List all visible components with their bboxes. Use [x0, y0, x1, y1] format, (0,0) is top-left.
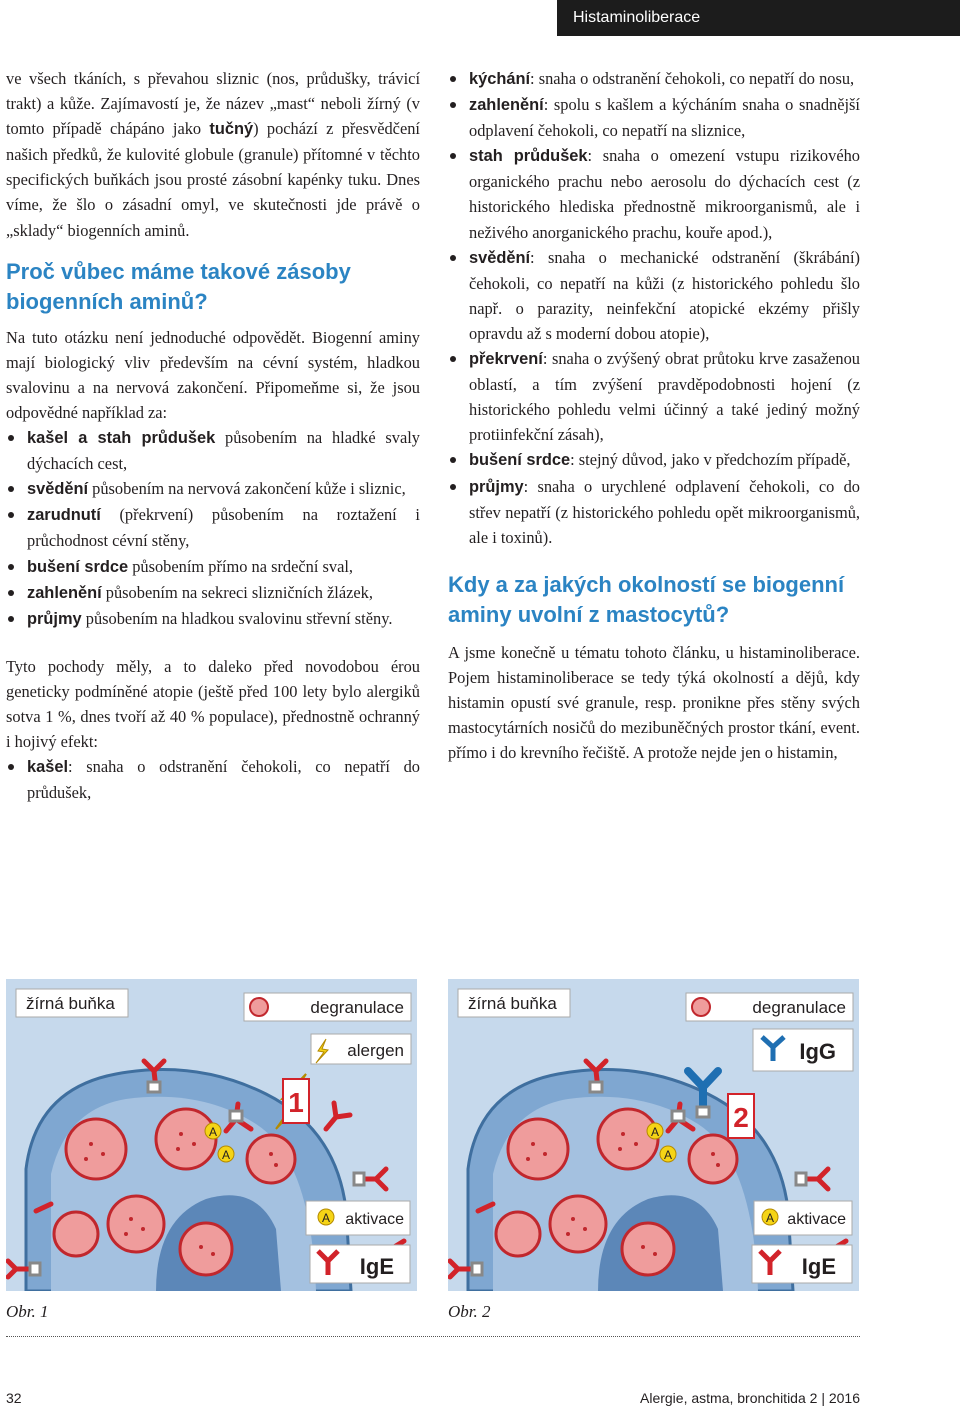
list-item: bušení srdce: stejný důvod, jako v předchozím případě, [448, 447, 860, 473]
list-item: zahlenění působením na sekreci slizničních žlázek, [6, 580, 420, 606]
list-item: bušení srdce působením přímo na srdeční sval, [6, 554, 420, 580]
svg-text:A: A [650, 1125, 660, 1139]
svg-text:A: A [221, 1148, 231, 1162]
cell-label: žírná buňka [26, 994, 115, 1013]
ige-label: IgE [801, 1254, 836, 1279]
igg-label: IgG [799, 1039, 836, 1064]
svg-text:A: A [208, 1125, 218, 1139]
release-paragraph: A jsme konečně u tématu tohoto článku, u histaminoliberace. Pojem histaminoliberace se tedy týká okolností a dějů, kdy histamin opustí své granule, resp. pronikne přes stěny svých mastocytárních nosičů do mezibuněčných prostor tkání, event. přímo i do krevního řečiště. A protože nejde jen o histamin, [448, 642, 860, 763]
protective-list-start [6, 754, 420, 805]
section-header: Histaminoliberace [557, 0, 960, 36]
why-paragraph: Na tuto otázku není jednoduché odpovědět. Biogenní aminy mají biologický vliv především na cévní systém, hladkou svalovinu a na nervová zakončení. Připomeňme si, že jsou odpovědné například za: [6, 327, 420, 422]
page-number: 32 [6, 1390, 22, 1406]
heading-when-released: Kdy a za jakých okolností se biogenní aminy uvolní z mastocytů? [448, 571, 845, 627]
list-item: kýchání: snaha o odstranění čehokoli, co nepatří do nosu, [448, 66, 860, 92]
svg-text:A: A [321, 1211, 331, 1225]
footer-divider [6, 1336, 860, 1337]
figure-2 [448, 979, 859, 1291]
step-number: 2 [733, 1102, 749, 1133]
allergen-label: alergen [347, 1041, 404, 1060]
list-item: zarudnutí (překrvení) působením na roztažení i průchodnost cévní stěny, [6, 502, 420, 553]
figure-1 [6, 979, 417, 1291]
figure-1-caption: Obr. 1 [6, 1302, 49, 1321]
intro-paragraph: ve všech tkáních, s převahou sliznic (nos, průdušky, trávicí trakt) a kůže. Zajímavostí je, že název „mast“ neboli žírný (v tomto případě chápáno jako tučný) pochází z přesvědčení našich předků, že kulovité globule (granule) přítomné v těchto specifických buňkách jsou prosté zásobní kapénky tuku. Dnes víme, že šlo o zásadní omyl, ve skutečnosti jde právě o „sklady“ biogenních aminů. [6, 69, 420, 240]
list-item: kašel a stah průdušek působením na hladké svaly dýchacích cest, [6, 425, 420, 476]
svg-text:A: A [663, 1148, 673, 1162]
list-item: stah průdušek: snaha o omezení vstupu rizikového organického prachu nebo aerosolu do dýchacích cest (z historického hlediska přednostně mikroorganismů, ale i neživého anorganického prachu, kouře apod.), [448, 143, 860, 244]
list-item: svědění: snaha o mechanické odstranění (škrábání) čehokoli, co nepatří na kůži (z historického pohledu šlo např. o parazity, neinfekční atopické ekzémy přišly opravdu až s moderní dobou atopie), [448, 245, 860, 346]
list-item: průjmy působením na hladkou svalovinu střevní stěny. [6, 606, 420, 632]
journal-name: Alergie, astma, bronchitida 2 | 2016 [640, 1390, 860, 1406]
granule-legend-icon [250, 998, 268, 1016]
ige-label: IgE [359, 1254, 394, 1279]
protective-list [448, 66, 860, 550]
list-item: zahlenění: spolu s kašlem a kýcháním snaha o snadnější odplavení čehokoli, co nepatří na sliznice, [448, 92, 860, 143]
activation-label: aktivace [345, 1211, 404, 1228]
activation-label: aktivace [787, 1211, 846, 1228]
history-paragraph: Tyto pochody měly, a to daleko před novodobou érou geneticky podmíněné atopie (ještě před 100 lety bylo alergiků sotva 1 %, dnes tvoří až 40 % populace), přednostně ochranný i hojivý efekt: [6, 656, 420, 752]
effects-list [6, 425, 420, 632]
right-column [448, 66, 860, 765]
svg-text:A: A [765, 1211, 775, 1225]
left-column [6, 66, 420, 805]
figure-2-caption: Obr. 2 [448, 1302, 491, 1321]
cell-label: žírná buňka [468, 994, 557, 1013]
list-item: průjmy: snaha o urychlené odplavení čehokoli, co do střev nepatří (z historického pohledu opět mikroorganismů, ale i toxinů). [448, 474, 860, 550]
degranulation-label: degranulace [752, 998, 846, 1017]
granule-legend-icon [692, 998, 710, 1016]
list-item: překrvení: snaha o zvýšený obrat průtoku krve zasaženou oblastí, a tím zvýšení pravděpodobnosti hojení (z historického pohledu velmi účinný a také jediný možný protiinfekční zásah), [448, 346, 860, 447]
heading-why-stores: Proč vůbec máme takové zásoby biogenních aminů? [6, 258, 351, 314]
list-item: kašel: snaha o odstranění čehokoli, co nepatří do průdušek, [6, 754, 420, 805]
list-item: svědění působením na nervová zakončení kůže i sliznic, [6, 476, 420, 502]
step-number: 1 [288, 1087, 304, 1118]
degranulation-label: degranulace [310, 998, 404, 1017]
